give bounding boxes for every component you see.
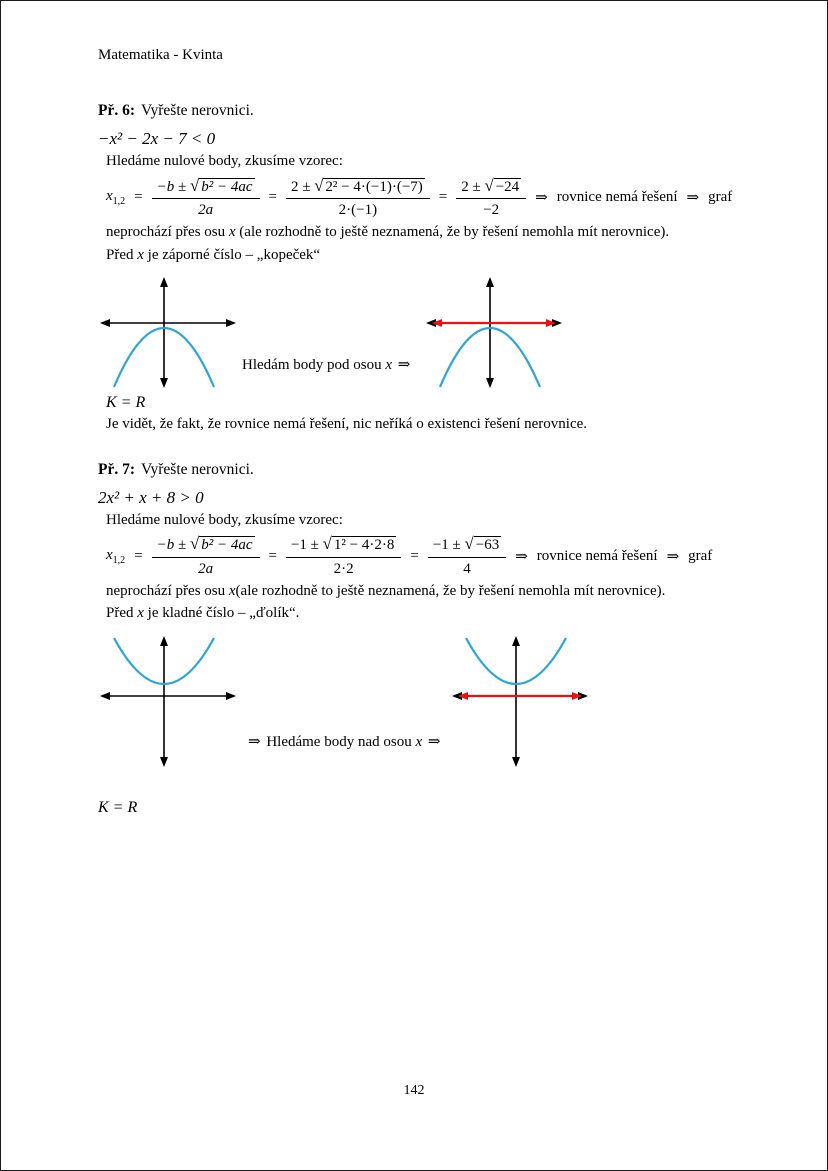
formula-conclusion: rovnice nemá řešení	[556, 188, 678, 205]
example-6-title	[98, 102, 743, 120]
fraction-numerator: 2 ± √ 2² − 4·(−1)·(−7)	[286, 175, 430, 200]
fraction-numerator: −b ± √ b² − 4ac	[152, 533, 260, 558]
example-7-section	[98, 461, 743, 817]
example-7-title	[98, 461, 743, 479]
example-6-note: Je vidět, že fakt, že rovnice nemá řešení, nic neříká o existenci řešení nerovnice.	[106, 416, 588, 433]
example-6-intro: Hledáme nulové body, zkusíme vzorec:	[106, 153, 343, 169]
example-7-caption: ⇒ Hledáme body nad osou x ⇒	[248, 733, 441, 750]
formula-lhs: $x_{1,2}$	[106, 546, 126, 566]
fraction-denominator: 2·(−1)	[338, 202, 378, 219]
ex7-parabola-plain-figure	[98, 634, 238, 769]
example-7-label: Př. 7:	[98, 460, 136, 478]
fraction-step-1	[286, 533, 401, 579]
variable-x: x	[415, 733, 423, 750]
formula-lhs: $x_{1,2}$	[106, 187, 126, 207]
example-7-paragraph: neprochází přes osu x(ale rozhodně to ještě neznamená, že by řešení nemohla mít nerovnice).	[106, 582, 666, 599]
y-axis-top-arrow-icon	[486, 277, 494, 287]
fraction-denominator: 2·2	[333, 561, 354, 578]
x-axis-right-arrow-icon	[226, 692, 236, 700]
example-7-shape-line: Před x je kladné číslo – „ďolík“.	[106, 605, 300, 622]
example-6-shape-line: Před x je záporné číslo – „kopeček“	[106, 246, 321, 263]
example-7-formula	[106, 533, 743, 579]
page-number: 142	[403, 1083, 425, 1098]
implies-symbol: ⇒	[686, 189, 700, 206]
variable-x: x	[228, 582, 236, 599]
implies-symbol: ⇒	[248, 733, 261, 750]
implies-symbol: ⇒	[397, 357, 411, 374]
example-6-section	[98, 102, 743, 435]
formula-subscript: 1,2	[112, 195, 126, 207]
sqrt-sign: √	[322, 534, 332, 554]
y-axis-bottom-arrow-icon	[486, 378, 494, 388]
fraction-denominator: 2a	[198, 202, 214, 219]
y-axis-bottom-arrow-icon	[512, 757, 520, 767]
example-6-caption: Hledám body pod osou x ⇒	[242, 357, 411, 374]
sqrt-sign: √	[484, 175, 494, 195]
fraction-numerator: −b ± √ b² − 4ac	[152, 175, 260, 200]
example-6-inequality: −x² − 2x − 7 < 0	[98, 129, 216, 148]
equals-sign: =	[268, 547, 277, 564]
implies-symbol: ⇒	[427, 733, 441, 750]
equals-sign: =	[438, 188, 448, 205]
fraction-general	[152, 175, 260, 221]
example-7-figures	[98, 634, 743, 769]
formula-conclusion-graf: graf	[688, 547, 713, 564]
ex6-parabola-highlighted-figure	[424, 275, 564, 390]
fraction-numerator: 2 ± √ −24	[456, 175, 526, 200]
sqrt-sign: √	[314, 175, 324, 195]
x-axis-right-arrow-icon	[226, 319, 236, 327]
y-axis-top-arrow-icon	[160, 277, 168, 287]
example-6-label: Př. 6:	[98, 102, 136, 119]
document-header: Matematika - Kvinta	[98, 47, 223, 63]
equals-sign: =	[410, 547, 419, 564]
variable-x: x	[137, 246, 144, 263]
fraction-general	[152, 533, 260, 579]
implies-symbol: ⇒	[515, 548, 528, 565]
y-axis-bottom-arrow-icon	[160, 378, 168, 388]
fraction-step-2	[456, 175, 526, 221]
example-7-solution: K = R	[98, 798, 138, 816]
fraction-denominator: −2	[483, 202, 500, 219]
variable-x: x	[385, 357, 392, 374]
variable-x: x	[228, 224, 236, 241]
example-7-inequality: 2x² + x + 8 > 0	[98, 487, 204, 507]
x-axis-left-arrow-icon	[100, 692, 110, 700]
fraction-denominator: 4	[463, 561, 471, 578]
ex6-parabola-plain-figure	[98, 275, 238, 390]
example-6-solution: K = R	[106, 394, 146, 412]
implies-symbol: ⇒	[535, 189, 548, 206]
fraction-numerator: −1 ± √ 1² − 4·2·8	[286, 533, 401, 558]
fraction-denominator: 2a	[198, 561, 214, 578]
page-content	[1, 1, 827, 817]
formula-conclusion-graf: graf	[708, 188, 733, 205]
sqrt-sign: √	[190, 175, 200, 195]
fraction-step-1	[286, 175, 430, 221]
sqrt-sign: √	[464, 534, 474, 554]
sqrt-sign: √	[190, 534, 200, 554]
implies-symbol: ⇒	[666, 548, 680, 565]
y-axis-bottom-arrow-icon	[160, 757, 168, 767]
example-6-paragraph: neprochází přes osu x (ale rozhodně to ještě neznamená, že by řešení nemohla mít nerovnice).	[106, 224, 670, 241]
example-6-figures	[98, 275, 743, 390]
fraction-numerator: −1 ± √ −63	[428, 533, 506, 558]
formula-subscript: 1,2	[112, 554, 126, 566]
example-6-task: Vyřešte nerovnici.	[141, 102, 254, 119]
ex7-parabola-highlighted-figure	[450, 634, 590, 769]
y-axis-top-arrow-icon	[160, 636, 168, 646]
equals-sign: =	[268, 188, 277, 205]
y-axis-top-arrow-icon	[512, 636, 520, 646]
equals-sign: =	[134, 188, 143, 205]
variable-x: x	[137, 605, 144, 622]
example-6-formula	[106, 175, 743, 221]
fraction-step-2	[428, 533, 506, 579]
example-7-intro: Hledáme nulové body, zkusíme vzorec:	[106, 511, 343, 528]
x-axis-left-arrow-icon	[100, 319, 110, 327]
example-7-task: Vyřešte nerovnici.	[141, 460, 254, 478]
equals-sign: =	[134, 547, 143, 564]
formula-conclusion: rovnice nemá řešení	[536, 547, 658, 564]
